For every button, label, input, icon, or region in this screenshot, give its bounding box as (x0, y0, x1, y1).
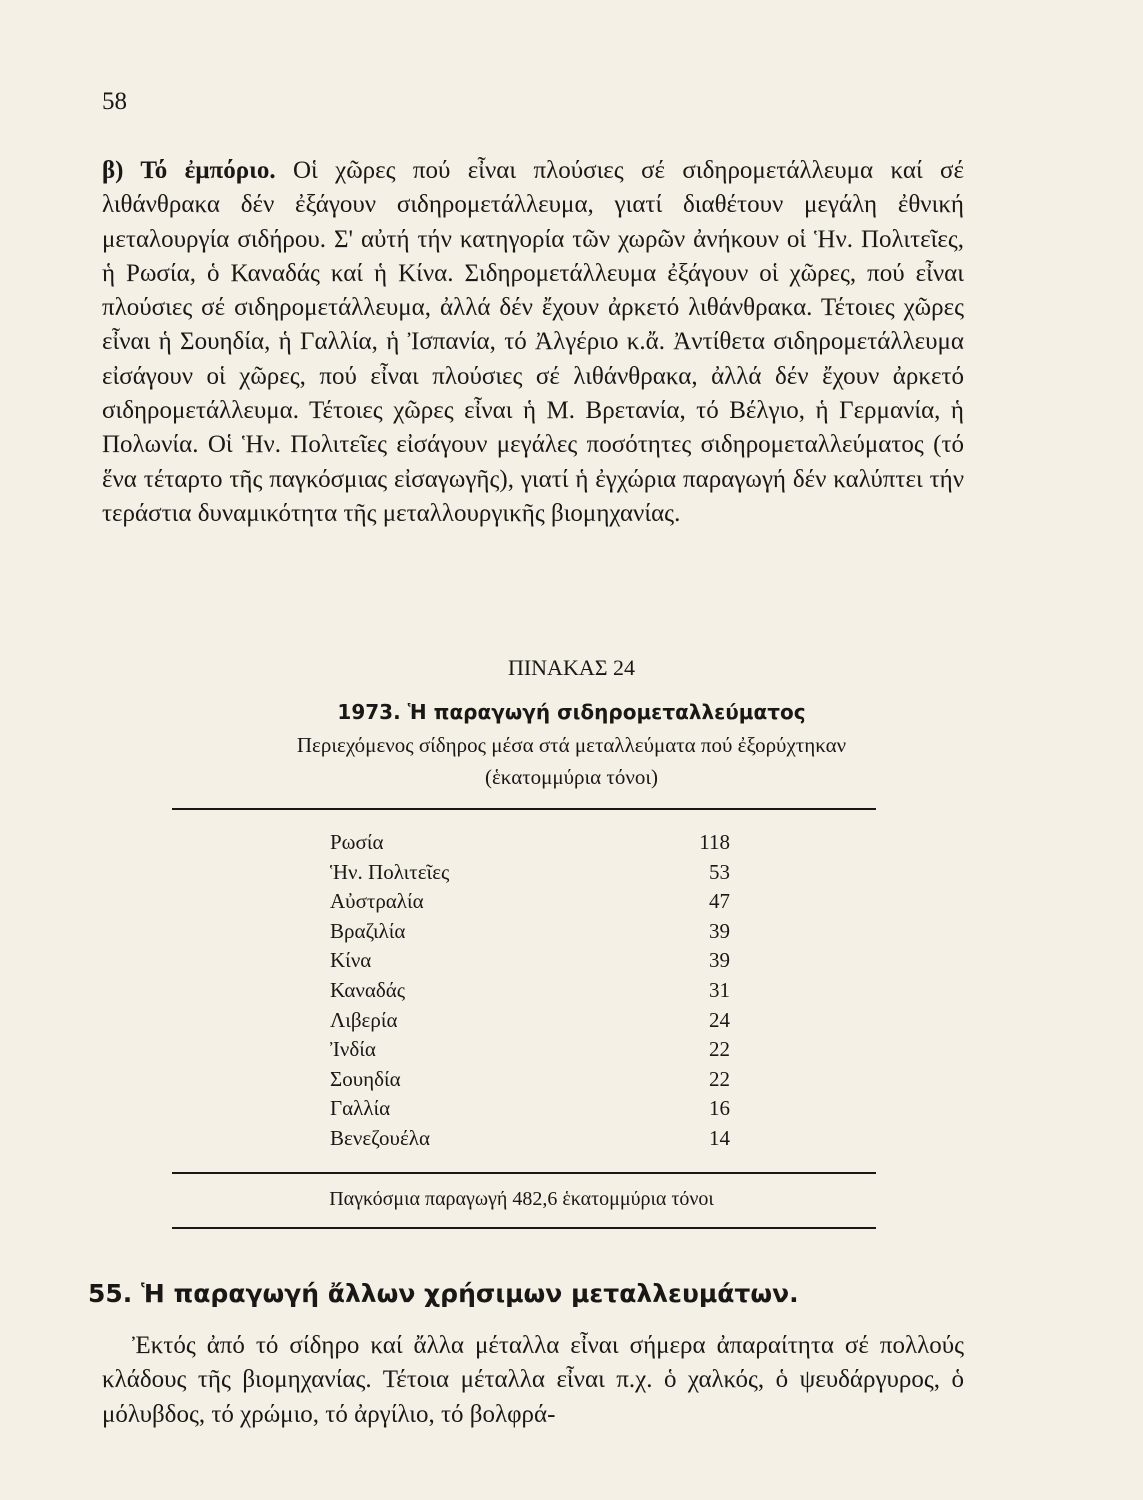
country-name: Βενεζουέλα (330, 1125, 430, 1150)
country-name: Γαλλία (330, 1096, 391, 1121)
world-total: Παγκόσμια παραγωγή 482,6 ἑκατομμύρια τόνοι (329, 1188, 714, 1210)
table-footer-rule (172, 1227, 876, 1229)
table-row (330, 978, 730, 1008)
production-value: 22 (709, 1037, 730, 1062)
section-b-heading: β) Τό ἐμπόριο. (102, 157, 276, 184)
table-unit: (ἑκατομμύρια τόνοι) (484, 765, 659, 789)
table-row (330, 1067, 730, 1097)
production-value: 16 (709, 1096, 730, 1121)
table-description: Περιεχόμενος σίδηρος μέσα στά μεταλλεύματα πού ἐξορύχτηκαν (296, 733, 847, 757)
section-55-heading: 55. Ἡ παραγωγή ἄλλων χρήσιμων μεταλλευμάτων. (88, 1279, 799, 1308)
section-b-text: Οἱ χῶρες πού εἶναι πλούσιες σέ σιδηρομετάλλευμα καί σέ λιθάνθρακα δέν ἐξάγουν σιδηρομετάλλευμα, γιατί διαθέτουν μεγάλη ἐθνική μεταλουργία σιδήρου. Σ' αὐτή τήν κατηγορία τῶν χωρῶν ἀνήκουν οἱ Ἡν. Πολιτεῖες, ἡ Ρωσία, ὁ Καναδάς καί ἡ Κίνα. Σιδηρομετάλλευμα ἐξάγουν οἱ χῶρες, πού εἶναι πλούσιες σέ σιδηρομετάλλευμα, ἀλλά δέν ἔχουν ἀρκετό λιθάνθρακα. Τέτοιες χῶρες εἶναι ἡ Σουηδία, ἡ Γαλλία, ἡ Ἰσπανία, τό Ἀλγέριο κ.ἄ. Ἀντίθετα σιδηρομετάλλευμα εἰσάγουν οἱ χῶρες, πού εἶναι πλούσιες σέ λιθάνθρακα, ἀλλά δέν ἔχουν ἀρκετό σιδηρομετάλλευμα. Τέτοιες χῶρες εἶναι ἡ Μ. Βρετανία, τό Βέλγιο, ἡ Γερμανία, ἡ Πολωνία. Οἱ Ἡν. Πολιτεῖες εἰσάγουν μεγάλες ποσότητες σιδηρομεταλλεύματος (τό ἕνα τέταρτο τῆς παγκόσμιας εἰσαγωγῆς), γιατί ἡ ἐγχώρια παραγωγή δέν καλύπτει τήν τεράστια δυναμικότητα τῆς μεταλλουργικῆς βιομηχανίας. (102, 157, 964, 527)
table-bottom-rule (172, 1172, 876, 1174)
production-value: 39 (709, 918, 730, 943)
table-row (330, 830, 730, 860)
production-value: 14 (709, 1125, 730, 1150)
table-row (330, 889, 730, 919)
paragraph-other-minerals (102, 1329, 964, 1432)
country-name: Ρωσία (330, 830, 384, 854)
country-name: Ἰνδία (330, 1037, 376, 1062)
table-subtitle: 1973. Ἡ παραγωγή σιδηρομεταλλεύματος (337, 700, 806, 724)
table-row (330, 1037, 730, 1067)
table-row (330, 919, 730, 949)
section-55-text: Ἐκτός ἀπό τό σίδηρο καί ἄλλα μέταλλα εἶναι σήμερα ἀπαραίτητα σέ πολλούς κλάδους τῆς βιομηχανίας. Τέτοια μέταλλα εἶναι π.χ. ὁ χαλκός, ὁ ψευδάργυρος, ὁ μόλυβδος, τό χρώμιο, τό ἀργίλιο, τό βολφρά- (102, 1332, 964, 1428)
country-name: Κίνα (330, 948, 372, 973)
paragraph-trade (102, 154, 964, 531)
country-name: Βραζιλία (330, 918, 406, 943)
table-top-rule (172, 808, 876, 810)
table-row (330, 948, 730, 978)
table-title: ΠΙΝΑΚΑΣ 24 (507, 655, 636, 680)
production-value: 22 (709, 1066, 730, 1091)
production-value: 118 (699, 830, 730, 854)
page-number: 58 (102, 88, 127, 115)
production-value: 53 (709, 859, 730, 884)
country-name: Ἡν. Πολιτεῖες (330, 859, 450, 884)
country-name: Λιβερία (330, 1007, 398, 1032)
country-name: Αὐστραλία (330, 889, 424, 914)
country-name: Σουηδία (330, 1066, 401, 1091)
table-row (330, 1126, 730, 1156)
production-table (330, 830, 730, 1156)
production-value: 39 (709, 948, 730, 973)
table-row (330, 860, 730, 890)
table-row (330, 1008, 730, 1038)
production-value: 47 (709, 889, 730, 914)
country-name: Καναδάς (330, 977, 406, 1002)
production-value: 24 (709, 1007, 730, 1032)
production-value: 31 (709, 977, 730, 1002)
table-row (330, 1096, 730, 1126)
